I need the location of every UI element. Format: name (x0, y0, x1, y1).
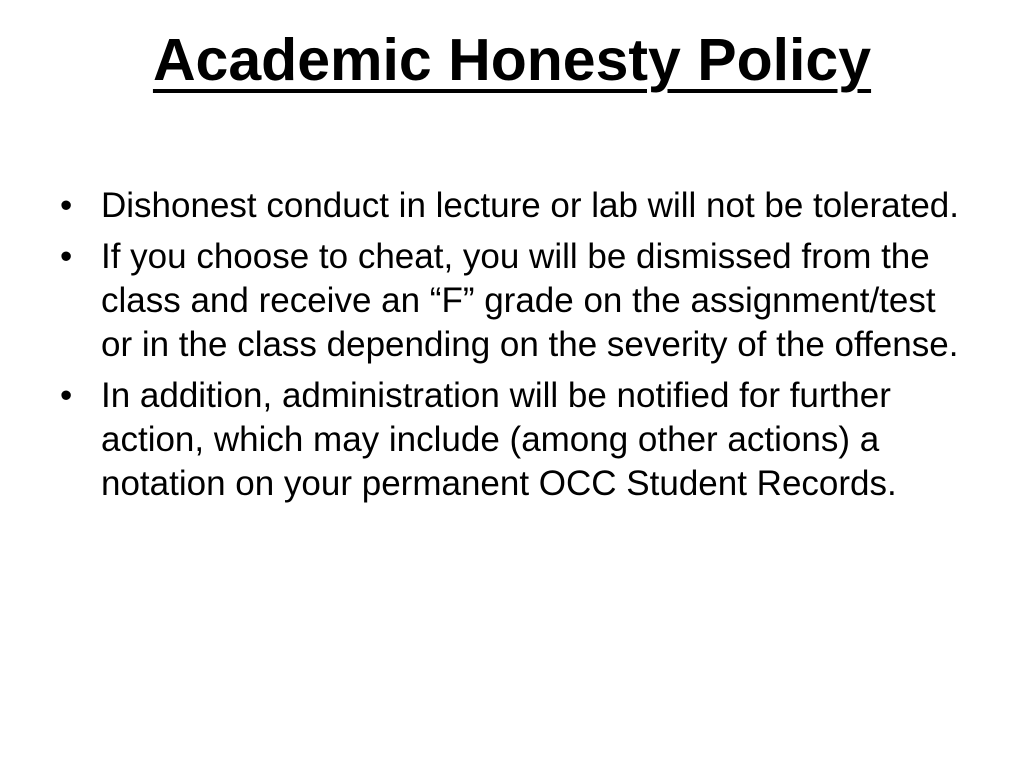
bullet-dot-icon: • (60, 376, 73, 415)
bullet-text: In addition, administration will be notified for further action, which may include (among other actions) a notation on your permanent OCC Student Records. (101, 376, 897, 503)
bullet-dot-icon: • (60, 237, 73, 276)
bullet-text: If you choose to cheat, you will be dismissed from the class and receive an “F” grade on the assignment/test or in the class depending on the severity of the offense. (101, 237, 959, 364)
bullet-text: Dishonest conduct in lecture or lab will not be tolerated. (101, 186, 959, 225)
bullet-list (60, 184, 970, 513)
slide-title: Academic Honesty Policy (152, 27, 872, 93)
bullet-item (60, 374, 970, 506)
bullet-item (60, 184, 970, 228)
bullet-item (60, 235, 970, 367)
bullet-dot-icon: • (60, 186, 73, 225)
